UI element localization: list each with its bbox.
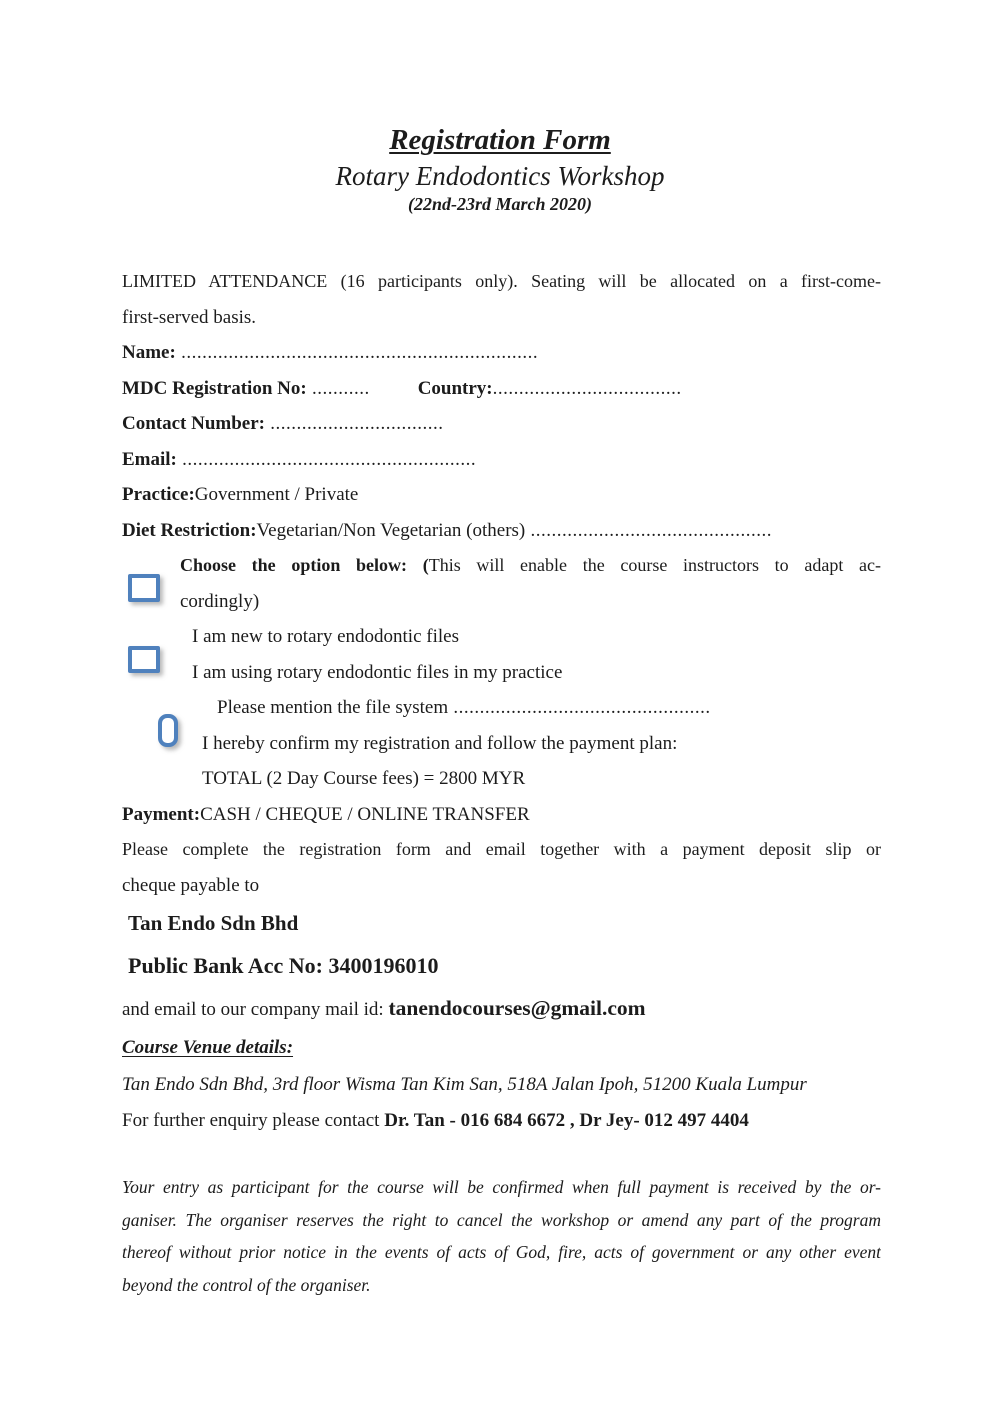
email-label: Email: <box>122 448 177 470</box>
company-email-address: tanendocourses@gmail.com <box>388 996 646 1020</box>
option-new-to-rotary: I am new to rotary endodontic files <box>192 626 459 647</box>
intro-line-1: LIMITED ATTENDANCE (16 participants only). Seating will be allocated on a first-come- <box>122 271 881 291</box>
disclaimer-line-1: Your entry as participant for the course will be confirmed when full payment is received by the or- <box>122 1177 881 1197</box>
file-system-row <box>122 690 881 726</box>
file-system-label: Please mention the file system <box>217 697 449 718</box>
intro-line-2: first-served basis. <box>122 306 257 328</box>
form-body <box>122 264 881 1301</box>
choose-option-heading-line-2: cordingly) <box>180 590 260 612</box>
form-dates: (22nd-23rd March 2020) <box>407 194 592 214</box>
practice-row <box>122 477 881 513</box>
choose-option-heading-line-1 <box>122 548 881 584</box>
payment-instruction-line-2: cheque payable to <box>122 874 260 896</box>
venue-heading-row <box>122 1029 881 1067</box>
disclaimer-line-4: beyond the control of the organiser. <box>122 1274 371 1295</box>
payee-name: Tan Endo Sdn Bhd <box>128 911 299 935</box>
email-field-blank[interactable]: ........................................................ <box>176 448 477 470</box>
contact-field-row <box>122 406 881 442</box>
disclaimer-line-3: thereof without prior notice in the events of acts of God, fire, acts of government or any other event <box>122 1242 881 1262</box>
mdc-label: MDC Registration No: <box>122 377 307 399</box>
enquiry-prefix: For further enquiry please contact <box>122 1110 385 1131</box>
company-email-prefix: and email to our company mail id: <box>122 999 389 1020</box>
diet-options: Vegetarian/Non Vegetarian (others) <box>256 519 526 541</box>
choose-option-heading-bold: Choose the option below: ( <box>180 555 429 575</box>
mdc-field-blank[interactable]: ........... <box>306 377 370 399</box>
practice-label: Practice: <box>122 484 195 505</box>
form-subtitle: Rotary Endodontics Workshop <box>335 161 665 191</box>
venue-heading: Course Venue details: <box>122 1037 294 1058</box>
payment-methods: CASH / CHEQUE / ONLINE TRANSFER <box>200 803 530 825</box>
confirm-registration-text: I hereby confirm my registration and follow the payment plan: <box>202 732 678 754</box>
total-fees-text: TOTAL (2 Day Course fees) = 2800 MYR <box>202 768 526 789</box>
disclaimer-paragraph <box>122 1171 881 1301</box>
country-label: Country: <box>417 377 493 399</box>
company-email-row <box>122 987 881 1029</box>
practice-options: Government / Private <box>194 484 359 505</box>
country-field-blank[interactable]: .................................... <box>492 377 682 399</box>
venue-address: Tan Endo Sdn Bhd, 3rd floor Wisma Tan Kim San, 518A Jalan Ipoh, 51200 Kuala Lumpur <box>122 1074 807 1095</box>
file-system-blank[interactable]: ................................................. <box>448 697 711 718</box>
option-using-rotary: I am using rotary endodontic files in my practice <box>192 661 563 683</box>
contact-label: Contact Number: <box>122 413 266 434</box>
name-field-row <box>122 335 881 371</box>
payment-instruction-line-1: Please complete the registration form and email together with a payment deposit slip or <box>122 839 881 859</box>
enquiry-row <box>122 1103 881 1139</box>
bank-account-number: Public Bank Acc No: 3400196010 <box>128 953 439 978</box>
form-title: Registration Form <box>389 124 611 156</box>
diet-row <box>122 513 881 549</box>
name-label: Name: <box>122 342 176 363</box>
mdc-country-row <box>122 371 881 407</box>
disclaimer-line-2: ganiser. The organiser reserves the right to cancel the workshop or amend any part of the program <box>122 1209 881 1230</box>
diet-field-blank[interactable]: .............................................. <box>525 519 772 541</box>
enquiry-contacts: Dr. Tan - 016 684 6672 , Dr Jey- 012 497 4404 <box>384 1110 749 1131</box>
diet-label: Diet Restriction: <box>122 519 257 541</box>
payment-label: Payment: <box>122 803 201 825</box>
payment-row <box>122 797 881 833</box>
contact-field-blank[interactable]: ................................. <box>265 413 444 434</box>
email-field-row <box>122 442 881 478</box>
choose-option-heading-normal: This will enable the course instructors to adapt ac- <box>428 555 881 575</box>
name-field-blank[interactable]: .................................................................... <box>175 342 539 363</box>
form-header <box>0 124 1000 215</box>
